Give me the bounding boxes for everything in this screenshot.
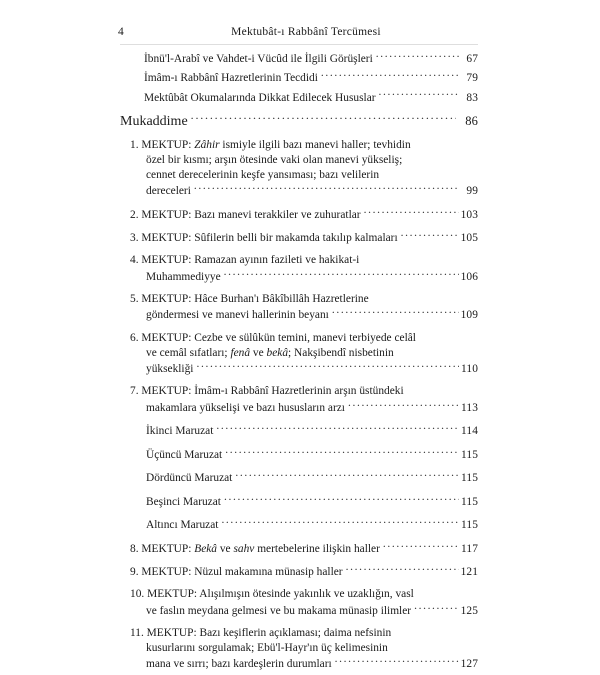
toc-entry-mektup-5[interactable] xyxy=(120,292,478,324)
toc-entry-text: Üçüncü Maruzat xyxy=(146,448,223,461)
toc-entry-mektup-7[interactable] xyxy=(120,384,478,416)
toc-entry-italic-term: Bekâ xyxy=(194,542,217,555)
toc-page-number: 86 xyxy=(465,113,478,128)
toc-entry-text: dereceleri xyxy=(146,185,191,198)
toc-entry-mektup-1[interactable] xyxy=(120,138,478,200)
dot-leader xyxy=(235,470,459,481)
toc-entry-italic-term: sahv xyxy=(233,542,255,555)
toc-entry-text: Muhammediyye xyxy=(146,270,221,283)
toc-entry-text: ve xyxy=(250,346,267,359)
toc-page-number: 115 xyxy=(461,519,478,532)
toc-page-number: 117 xyxy=(461,542,478,555)
dot-leader xyxy=(376,51,459,62)
toc-entry-text: İbnü'l-Arabî ve Vahdet-i Vücûd ile İlgili Görüşleri xyxy=(144,53,373,66)
dot-leader xyxy=(225,446,459,457)
dot-leader xyxy=(401,230,459,241)
toc-entry-text: 6. MEKTUP: Cezbe ve sülûkün temini, manevi terbiyede celâl xyxy=(130,331,416,344)
toc-entry-text: İmâm-ı Rabbânî Hazretlerinin Tecdidi xyxy=(144,72,318,85)
toc-entry-text: 9. MEKTUP: Nüzul makamına münasip haller xyxy=(130,566,343,579)
toc-page-number: 110 xyxy=(461,363,478,376)
dot-leader xyxy=(364,206,459,217)
toc-subentry-altinci-maruzat[interactable] xyxy=(120,517,478,533)
toc-entry-mektup-10[interactable] xyxy=(120,587,478,619)
toc-subentry-ikinci-maruzat[interactable] xyxy=(120,423,478,439)
dot-leader xyxy=(332,307,459,318)
header-rule xyxy=(120,44,478,45)
toc-entry-text: Mukaddime xyxy=(120,113,188,129)
toc-entry-text: ismiyle ilgili bazı manevi haller; tevhidin xyxy=(219,138,411,151)
toc-page-number: 121 xyxy=(460,566,478,579)
toc-entry-text: mana ve sırrı; bazı kardeşlerin durumları xyxy=(146,658,332,671)
toc-entry-mektup-9[interactable] xyxy=(120,564,478,580)
dot-leader xyxy=(221,517,459,528)
toc-entry-text: 11. MEKTUP: Bazı keşiflerin açıklaması; daima nefsinin xyxy=(130,626,392,639)
toc-entry-text: Mektûbât Okumalarında Dikkat Edilecek Hususlar xyxy=(144,91,376,104)
toc-entry-text: cennet derecelerinin keşfe yansıması; bazı velilerin xyxy=(146,168,380,181)
toc-entry-text: 3. MEKTUP: Sûfilerin belli bir makamda takılıp kalmaları xyxy=(130,232,398,245)
dot-leader xyxy=(346,564,459,575)
toc-page-number: 115 xyxy=(461,448,478,461)
toc-entry-front-0[interactable] xyxy=(120,51,478,67)
toc-entry-text: Beşinci Maruzat xyxy=(146,495,221,508)
toc-entry-text: 7. MEKTUP: İmâm-ı Rabbânî Hazretlerinin arşın üstündeki xyxy=(130,385,404,398)
toc-entry-text: yüksekliği xyxy=(146,363,194,376)
toc-entry-text: 5. MEKTUP: Hâce Burhan'ı Bâkîbillâh Hazretlerine xyxy=(130,292,369,305)
dot-leader xyxy=(335,656,459,667)
toc-entry-text: makamlara yükselişi ve bazı hususların arzı xyxy=(146,401,345,414)
toc-subentry-besinci-maruzat[interactable] xyxy=(120,493,478,509)
toc-page-number: 99 xyxy=(466,185,478,198)
toc-page-number: 125 xyxy=(460,604,478,617)
toc-entry-mektup-8[interactable] xyxy=(120,540,478,556)
toc-entry-text: İkinci Maruzat xyxy=(146,425,214,438)
toc-entry-text: mertebelerine ilişkin haller xyxy=(254,542,380,555)
dot-leader xyxy=(379,89,459,100)
toc-page-number: 67 xyxy=(466,53,478,66)
toc-subentry-dorduncu-maruzat[interactable] xyxy=(120,470,478,486)
toc-entry-front-2[interactable] xyxy=(120,89,478,105)
toc-page-number: 106 xyxy=(460,270,478,283)
toc-entry-mektup-11[interactable] xyxy=(120,626,478,673)
toc-page-number: 113 xyxy=(461,401,478,414)
toc-page-number: 115 xyxy=(461,472,478,485)
toc-entry-italic-term: fenâ xyxy=(230,346,251,359)
toc-entry-text: Dördüncü Maruzat xyxy=(146,472,233,485)
toc-page-number: 83 xyxy=(466,91,478,104)
toc-entry-text: 10. MEKTUP: Alışılmışın ötesinde yakınlık ve uzaklığın, vasl xyxy=(130,588,414,601)
toc-entry-text: Altıncı Maruzat xyxy=(146,519,219,532)
toc-page-number: 127 xyxy=(460,658,478,671)
folio-number: 4 xyxy=(118,26,124,38)
toc-page-number: 105 xyxy=(460,232,478,245)
toc-entry-text: ; Nakşibendî nisbetinin xyxy=(288,346,394,359)
toc-page-number: 115 xyxy=(461,495,478,508)
toc-entry-text: ve faslın meydana gelmesi ve bu makama münasip ilimler xyxy=(146,604,412,617)
toc-entry-text: ve xyxy=(217,542,234,555)
dot-leader xyxy=(191,111,456,125)
toc-page-number: 103 xyxy=(460,208,478,221)
dot-leader xyxy=(383,540,459,551)
dot-leader xyxy=(224,493,459,504)
table-of-contents xyxy=(120,51,478,675)
toc-entry-text: ve cemâl sıfatları; xyxy=(146,346,231,359)
toc-page-number: 79 xyxy=(466,72,478,85)
toc-part-heading-mukaddime[interactable] xyxy=(120,111,478,131)
toc-entry-text: göndermesi ve manevi hallerinin beyanı xyxy=(146,309,329,322)
toc-subentry-ucuncu-maruzat[interactable] xyxy=(120,446,478,462)
dot-leader xyxy=(216,423,459,434)
dot-leader xyxy=(348,399,459,410)
dot-leader xyxy=(224,268,459,279)
toc-entry-mektup-2[interactable] xyxy=(120,206,478,222)
toc-entry-mektup-4[interactable] xyxy=(120,253,478,285)
dot-leader xyxy=(414,602,459,613)
toc-entry-italic-term: bekâ xyxy=(266,346,289,359)
toc-entry-number: 1. MEKTUP: xyxy=(130,138,192,151)
toc-entry-text: 2. MEKTUP: Bazı manevi terakkiler ve zuhuratlar xyxy=(130,208,361,221)
dot-leader xyxy=(321,70,459,81)
toc-entry-number: 8. MEKTUP: xyxy=(130,542,195,555)
toc-entry-front-1[interactable] xyxy=(120,70,478,86)
toc-entry-mektup-3[interactable] xyxy=(120,230,478,246)
dot-leader xyxy=(194,183,459,194)
toc-entry-italic-term: Zâhir xyxy=(194,138,220,151)
dot-leader xyxy=(196,361,459,372)
page-header xyxy=(118,26,480,38)
running-title: Mektubât-ı Rabbânî Tercümesi xyxy=(231,26,381,38)
toc-entry-text: 4. MEKTUP: Ramazan ayının fazileti ve hakikat-i xyxy=(130,254,360,267)
toc-entry-text: kusurlarını sorgulamak; Ebü'l-Hayr'ın üç kelimesinin xyxy=(146,641,388,654)
toc-entry-mektup-6[interactable] xyxy=(120,331,478,378)
toc-page-number: 114 xyxy=(461,425,478,438)
toc-page-number: 109 xyxy=(460,309,478,322)
toc-entry-text: özel bir kısmı; arşın ötesinde vaki olan manevi yükseliş; xyxy=(146,153,403,166)
